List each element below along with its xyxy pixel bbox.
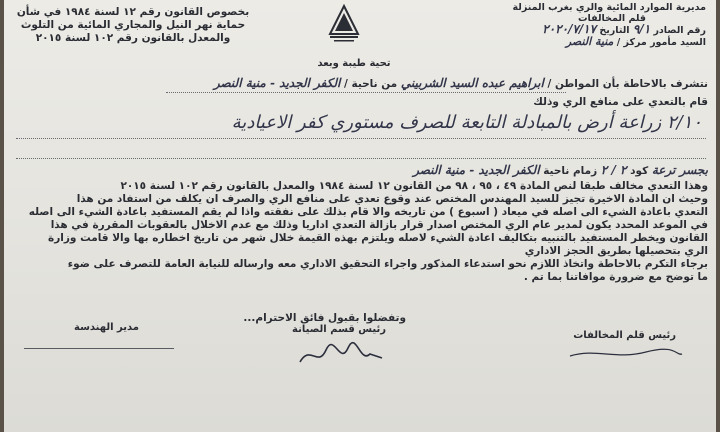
village-label: زمام ناحية: [543, 165, 598, 177]
intro-line-1: [214, 76, 708, 90]
outgoing-number-label: رقم الصادر: [653, 25, 706, 36]
location-line: [413, 163, 708, 177]
subject-line-1: بخصوص القانون رقم ١٢ لسنة ١٩٨٤ في شأن: [16, 6, 250, 18]
signature-engineering-director: مدير الهندسة: [74, 322, 139, 333]
signature-violations-head: رئيس قلم المخالفات: [573, 330, 676, 341]
subject-line-2: حماية نهر النيل والمجاري المائية من التلوث: [20, 19, 246, 31]
body-line: الري بتحصيلها بطريق الحجز الاداري: [524, 245, 708, 257]
recipient-place: منية النصر: [565, 35, 614, 48]
header-left: [4, 6, 298, 45]
greeting: تحية طيبة وبعد: [317, 58, 391, 69]
recipient-label: السيد مأمور مركز /: [616, 37, 706, 48]
citizen-place: الكفر الجديد - منية النصر: [213, 76, 341, 90]
signature-maintenance-head: رئيس قسم الصيانة: [292, 324, 386, 335]
village-name: الكفر الجديد - منية النصر: [413, 163, 540, 177]
citizen-name: ابراهيم عبده السيد الشربيني: [400, 76, 544, 90]
body-line: وهذا التعدي مخالف طبقا لنص المادة ٤٩ ، ٩٥ ، ٩٨ من القانون ١٢ لسنة ١٩٨٤ والمعدل بالقانون رقم ١٠٢ لسنة ٢٠١٥: [120, 180, 708, 192]
closing-line: وتفضلوا بقبول فائق الاحترام...: [243, 312, 406, 324]
subject-line-3: والمعدل بالقانون رقم ١٠٢ لسنة ٢٠١٥: [35, 32, 231, 44]
canal-name: بجسر ترعة: [651, 163, 708, 177]
ministry-logo-icon: [326, 4, 362, 44]
code-label: كود: [630, 165, 649, 177]
intro-line-2: قام بالتعدي على منافع الري وذلك: [533, 96, 708, 108]
ministry-line: مديرية الموارد المائية والري بغرب المنزلة: [512, 2, 706, 13]
maintenance-signature-scribble-icon: [296, 340, 386, 370]
body-line: برجاء التكرم بالاحاطة واتخاذ اللازم نحو استدعاء المذكور واجراء التحقيق الاداري معه وارساله للنيابة العامة للتصرف على ضوء: [67, 258, 708, 270]
document-page: [4, 0, 716, 432]
violations-signature-scribble-icon: [566, 344, 686, 364]
intro-place-label: من ناحية /: [343, 78, 398, 90]
outgoing-number: ٩/١: [632, 22, 651, 36]
body-line: في الموعد المحدد يكون لمدير عام الري المختص اصدار قرار بازالة التعدي اداريا وذلك مع عدم الاخلال بالعقوبات المقررة في هذا: [50, 219, 708, 231]
code-value: ٢ / ٢: [600, 163, 627, 177]
intro-citizen-label: نتشرف بالاحاطة بأن المواطن /: [547, 78, 708, 90]
header-right: [513, 2, 706, 48]
body-line: ما توضح مع ضرورة موافاتنا بما تم .: [523, 271, 708, 283]
body-line: القانون ويخطر المستفيد بالتنبيه بتكاليف اعادة الشيء لاصله ويلتزم بهذه القيمة خلال شهر من تاريخ اخطاره بها والا قامت وزارة: [48, 232, 708, 244]
violation-handwritten: ٢/١٠ زراعة أرض بالمبادلة التابعة للصرف مستوري كفر الاعيادية: [231, 112, 702, 133]
date-value: ٢٠٢٠/٧/١٧: [542, 22, 597, 36]
body-line: وحيث ان المادة الاخيرة تجيز للسيد المهندس المختص عند وقوع تعدي على منافع الري والصرف ان يكلف من استفاد من هذا: [76, 193, 708, 205]
body-paragraphs: [18, 180, 708, 284]
department-line: قلم المخالفات: [578, 13, 646, 24]
body-line: التعدي باعادة الشيء الى اصله في ميعاد ( اسبوع ) من تاريخه والا قام بذلك على نفقته واذا لم يقم المستفيد باعادة الشيء الى اصله: [28, 206, 708, 218]
recipient-line: [513, 36, 706, 48]
date-label: التاريخ: [599, 25, 630, 36]
